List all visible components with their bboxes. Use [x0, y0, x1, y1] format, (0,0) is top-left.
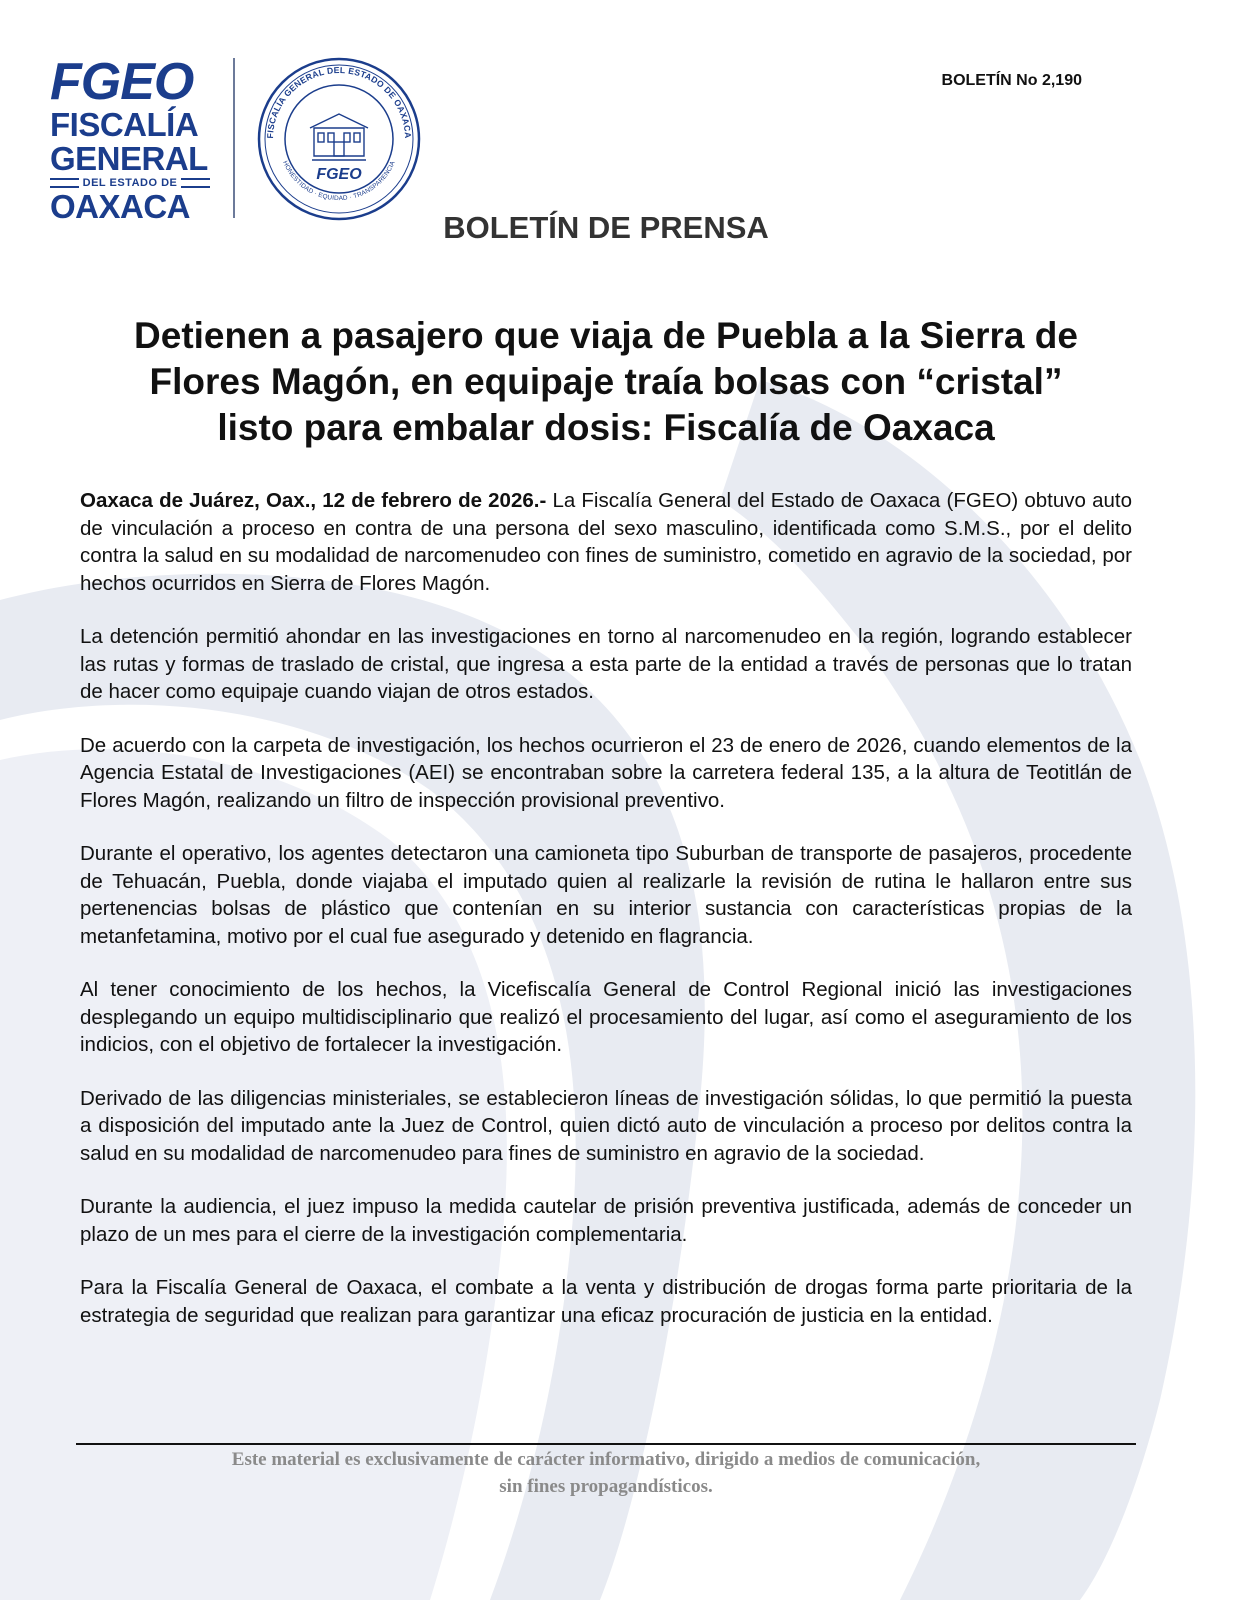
article-body — [80, 313, 1132, 1355]
press-title: BOLETÍN DE PRENSA — [443, 210, 769, 245]
fgeo-logo — [50, 53, 210, 225]
paragraph-8: Para la Fiscalía General de Oaxaca, el combate a la venta y distribución de drogas forma parte prioritaria de la estrategia de seguridad que realizan para garantizar una eficaz procuración de justicia en la entidad. — [80, 1276, 1132, 1327]
headline-line-3: listo para embalar dosis: Fiscalía de Oaxaca — [217, 407, 995, 448]
headline-line-1: Detienen a pasajero que viaja de Puebla a la Sierra de — [134, 315, 1078, 356]
footer-line-2: sin fines propagandísticos. — [499, 1476, 713, 1497]
dateline: Oaxaca de Juárez, Oax., 12 de febrero de 2026.- — [80, 489, 547, 512]
article-headline — [80, 313, 1132, 451]
logo-acronym: FGEO — [50, 53, 194, 111]
footer-disclaimer — [76, 1446, 1136, 1500]
paragraph-3: De acuerdo con la carpeta de investigación, los hechos ocurrieron el 23 de enero de 2026, cuando elementos de la Agencia Estatal de Investigaciones (AEI) se encontraban sobre la carretera federal 135, a la altura de Teotitlán de Flores Magón, realizando un filtro de inspección provisional preventivo. — [80, 733, 1132, 812]
seal-ring-text: FISCALÍA GENERAL DEL ESTADO DE OAXACA — [264, 64, 414, 139]
paragraph-2: La detención permitió ahondar en las investigaciones en torno al narcomenudeo en la región, logrando establecer las rutas y formas de traslado de cristal, que ingresa a esta parte de la entidad a través de personas que lo tratan de hacer como equipaje cuando viajan de otros estados. — [80, 625, 1132, 703]
paragraph-5: Al tener conocimiento de los hechos, la Vicefiscalía General de Control Regional inició las investigaciones desplegando un equipo multidisciplinario que realizó el procesamiento del lugar, así como el aseguramiento de los indicios, con el objetivo de fortalecer la investigación. — [80, 978, 1132, 1056]
seal-motto-text: HONESTIDAD · EQUIDAD · TRANSPARENCIA — [281, 159, 397, 203]
footer-line-1: Este material es exclusivamente de carácter informativo, dirigido a medios de comunicación, — [231, 1449, 981, 1470]
paragraph-7: Durante la audiencia, el juez impuso la medida cautelar de prisión preventiva justificada, además de conceder un plazo de un mes para el cierre de la investigación complementaria. — [80, 1195, 1132, 1246]
header — [0, 0, 1236, 280]
paragraph-4: Durante el operativo, los agentes detectaron una camioneta tipo Suburban de transporte de pasajeros, procedente de Tehuacán, Puebla, donde viajaba el imputado quien al realizarle la revisión de rutina le hallaron entre sus pertenencias bolsas de plástico que contenían en su interior sustancia con características propias de la metanfetamina, motivo por el cual fue asegurado y detenido en flagrancia. — [80, 842, 1132, 948]
footer-divider — [76, 1443, 1136, 1445]
logo-line-oaxaca: OAXACA — [50, 188, 191, 225]
seal-center-text: FGEO — [316, 166, 362, 183]
fiscalia-seal-icon — [256, 56, 422, 222]
logo-line-general: GENERAL — [50, 140, 208, 177]
bulletin-number: BOLETÍN No 2,190 — [941, 72, 1082, 89]
paragraph-1: Oaxaca de Juárez, Oax., 12 de febrero de 2026.- La Fiscalía General del Estado de Oaxaca (FGEO) obtuvo auto de vinculación a proceso en contra de una persona del sexo masculino, identificada como S.M.S., por el delito contra la salud en su modalidad de narcomenudeo con fines de suministro, cometido en agravio de la sociedad, por hechos ocurridos en Sierra de Flores Magón. — [80, 489, 1132, 595]
logo-line-del-estado: DEL ESTADO DE — [50, 176, 210, 190]
paragraph-6: Derivado de las diligencias ministeriales, se establecieron líneas de investigación sólidas, lo que permitió la puesta a disposición del imputado ante la Juez de Control, quien dictó auto de vinculación a proceso por delitos contra la salud en su modalidad de narcomenudeo para fines de suministro en agravio de la sociedad. — [80, 1086, 1132, 1165]
headline-line-2: Flores Magón, en equipaje traía bolsas con “cristal” — [149, 361, 1063, 402]
logo-divider — [233, 58, 235, 218]
logo-line-fiscalia: FISCALÍA — [50, 106, 199, 143]
